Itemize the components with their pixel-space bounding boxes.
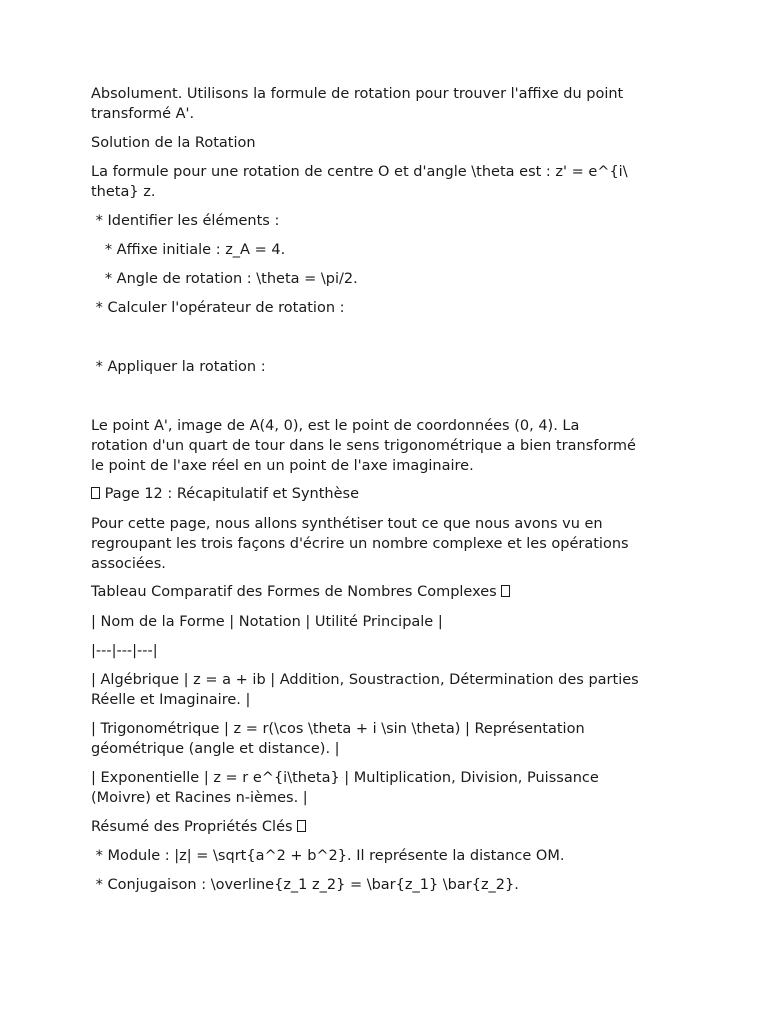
table-separator-row: |---|---|---|: [91, 643, 158, 659]
list-item-conjugate: * Conjugaison : \overline{z_1 z_2} = \bar{z_1} \bar{z_2}.: [91, 877, 519, 893]
intro-paragraph: Absolument. Utilisons la formule de rotation pour trouver l'affixe du point transformé A'.: [91, 86, 624, 122]
page-12-heading: Page 12 : Récapitulatif et Synthèse: [91, 484, 691, 504]
table-row-exponential: | Exponentielle | z = r e^{i\theta} | Multiplication, Division, Puissance (Moivre) et Racines n-ièmes. |: [91, 770, 599, 806]
tofu-box-icon: [501, 585, 510, 597]
section-heading-rotation: Solution de la Rotation: [91, 135, 256, 151]
list-item-operator: * Calculer l'opérateur de rotation :: [91, 300, 345, 316]
table-row-trigonometric: | Trigonométrique | z = r(\cos \theta + i \sin \theta) | Représentation géométrique (angle et distance). |: [91, 721, 585, 757]
list-subitem-angle: * Angle de rotation : \theta = \pi/2.: [91, 271, 358, 287]
tofu-box-icon: [91, 487, 100, 499]
table-row-algebraic: | Algébrique | z = a + ib | Addition, Soustraction, Détermination des parties Réelle et Imaginaire. |: [91, 672, 639, 708]
list-subitem-affix: * Affixe initiale : z_A = 4.: [91, 242, 286, 258]
list-item-apply: * Appliquer la rotation :: [91, 359, 266, 375]
tofu-box-icon: [297, 820, 306, 832]
synthesis-paragraph: Pour cette page, nous allons synthétiser tout ce que nous avons vu en regroupant les trois façons d'écrire un nombre complexe et les opérations associées.: [91, 516, 629, 572]
table-header-row: | Nom de la Forme | Notation | Utilité Principale |: [91, 614, 443, 630]
rotation-formula-paragraph: La formule pour une rotation de centre O et d'angle \theta est : z' = e^{i\ theta} z.: [91, 164, 628, 200]
conclusion-paragraph: Le point A', image de A(4, 0), est le point de coordonnées (0, 4). La rotation d'un quart de tour dans le sens trigonométrique a bien transformé le point de l'axe réel en un point de l'axe imaginaire.: [91, 418, 636, 474]
list-item-module: * Module : |z| = \sqrt{a^2 + b^2}. Il représente la distance OM.: [91, 848, 565, 864]
properties-heading: Résumé des Propriétés Clés: [91, 817, 691, 837]
table-title: Tableau Comparatif des Formes de Nombres Complexes: [91, 582, 691, 602]
list-item-identify: * Identifier les éléments :: [91, 213, 280, 229]
